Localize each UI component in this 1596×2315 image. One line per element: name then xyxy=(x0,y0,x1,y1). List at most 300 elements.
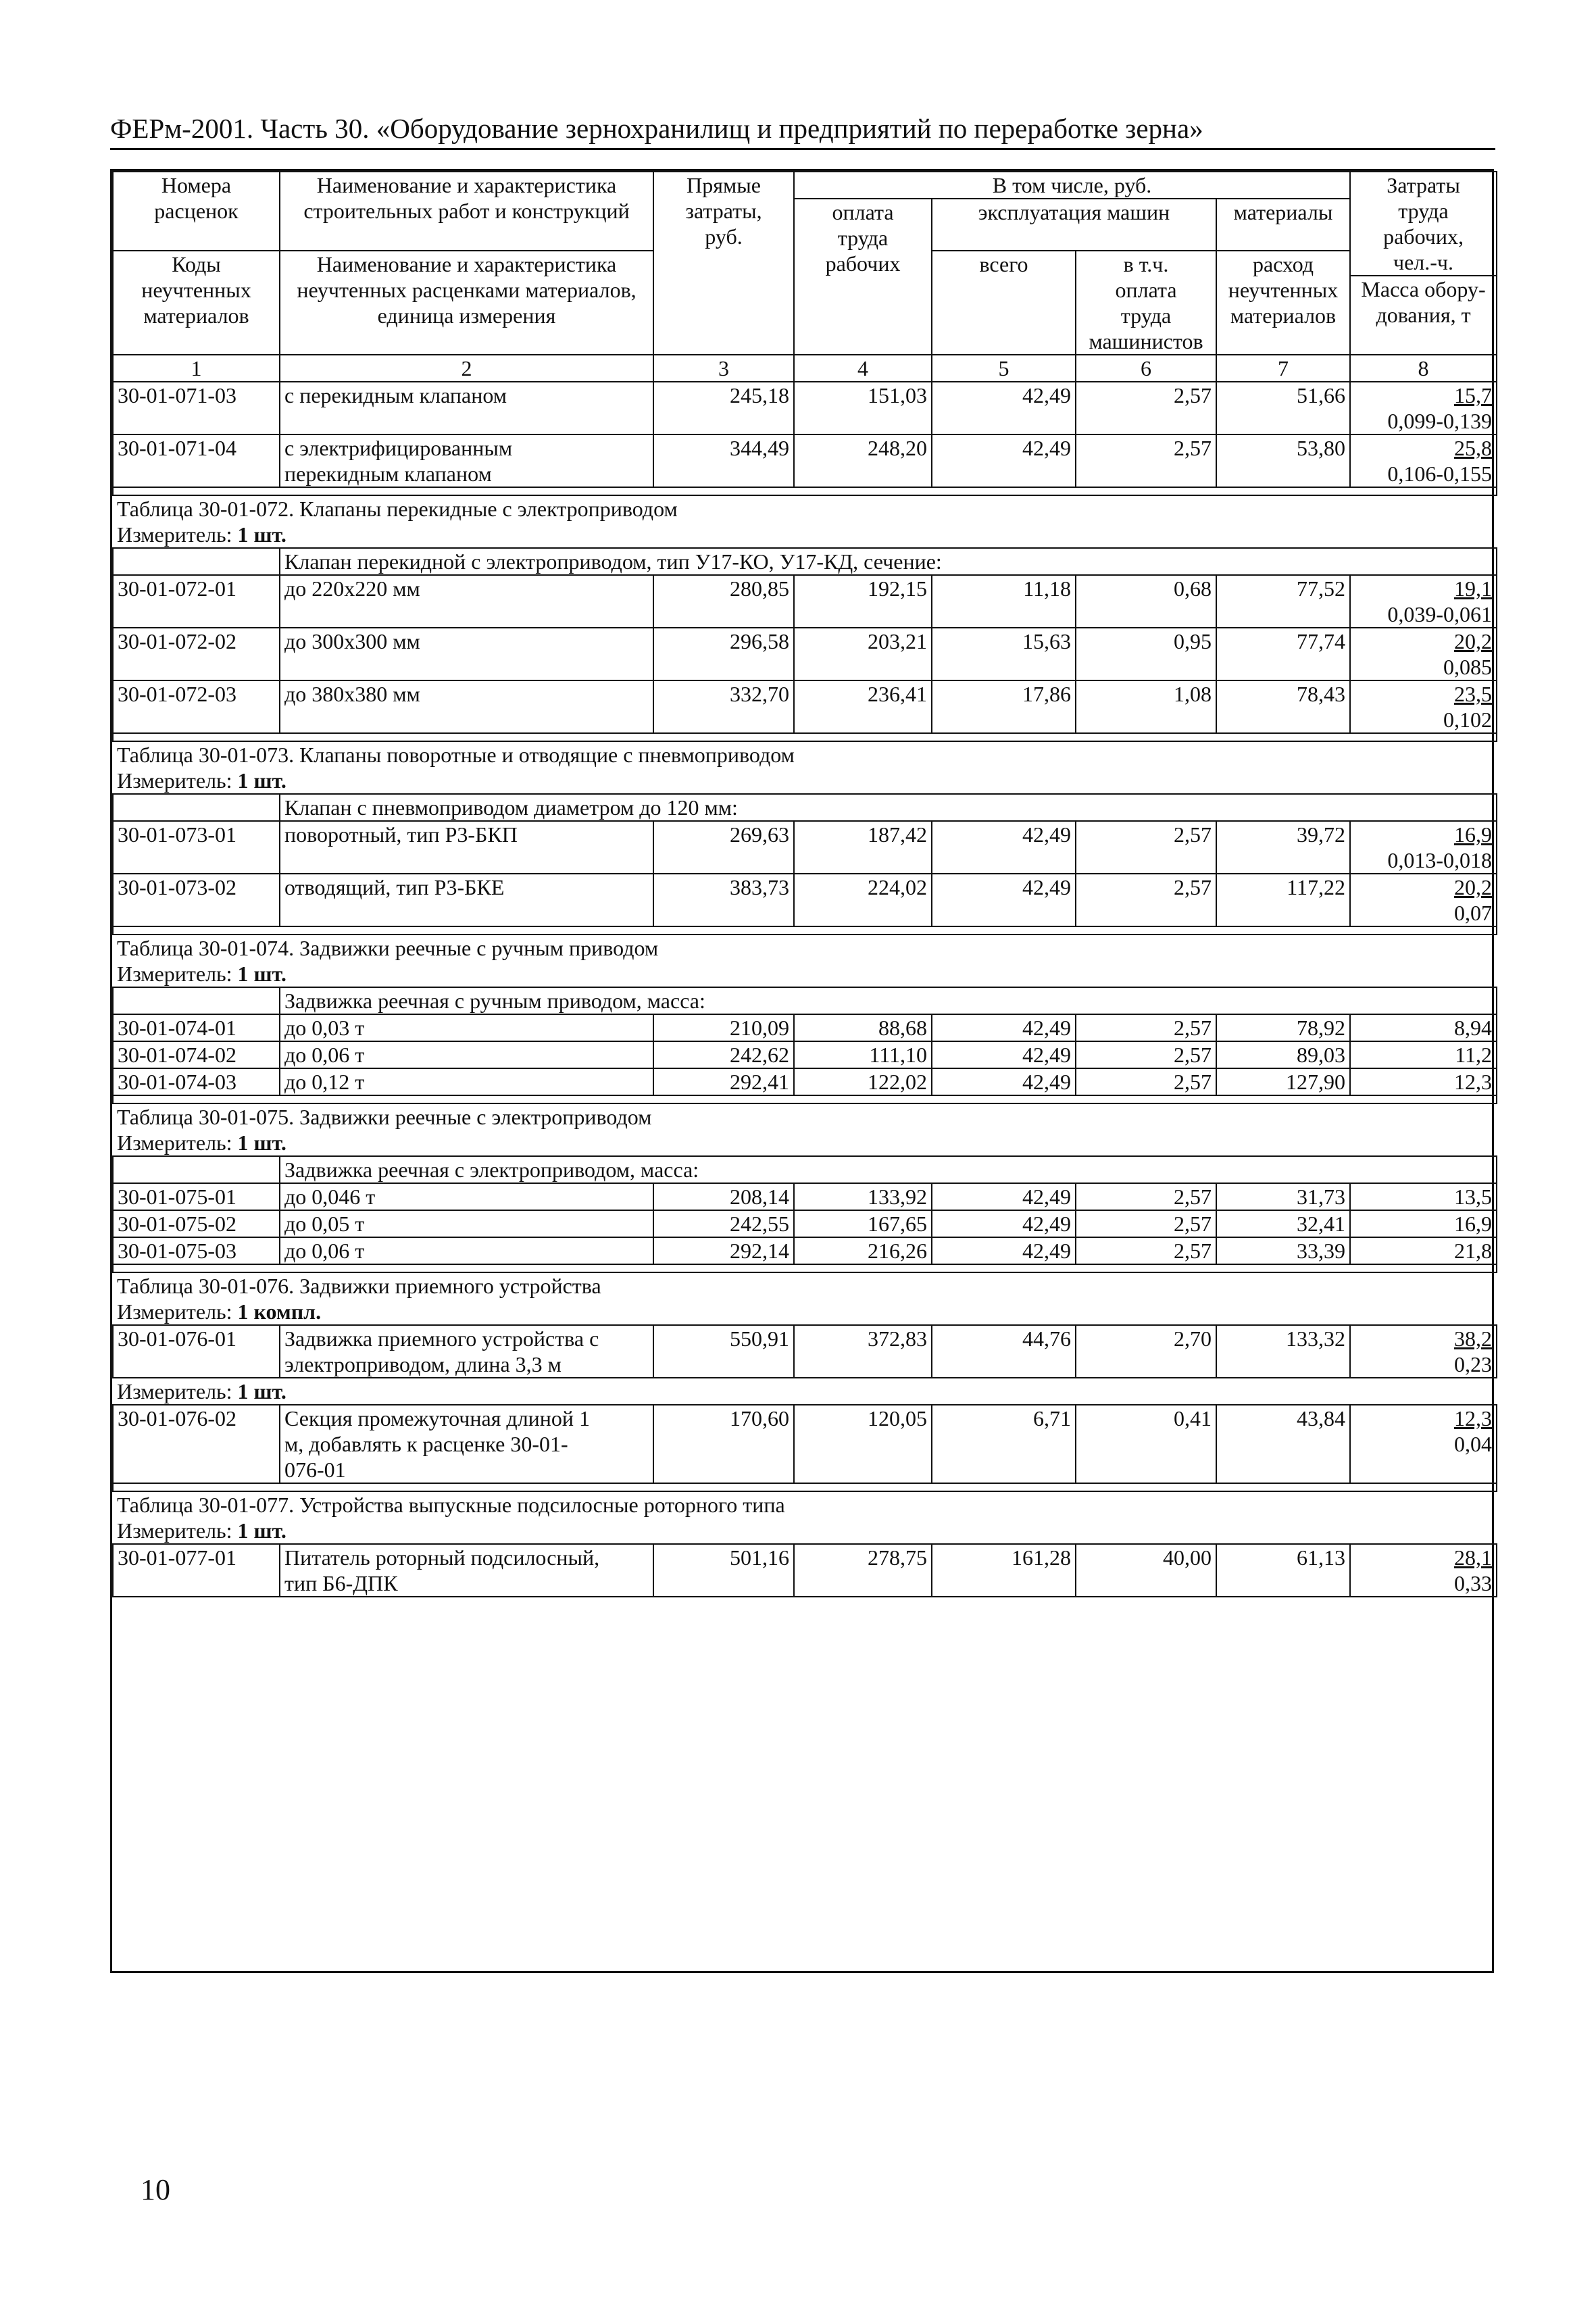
column-number: 5 xyxy=(932,355,1076,382)
equipment-mass: 0,04 xyxy=(1454,1432,1493,1456)
operators-wages: 2,57 xyxy=(1076,1041,1216,1068)
machines-total: 17,86 xyxy=(932,680,1076,733)
machines-total: 42,49 xyxy=(932,434,1076,487)
labor-hours-mass xyxy=(1350,1068,1497,1095)
operators-wages: 2,57 xyxy=(1076,874,1216,926)
col4-header-line: труда xyxy=(837,226,889,250)
direct-cost: 242,55 xyxy=(653,1210,794,1237)
materials-cost: 127,90 xyxy=(1216,1068,1350,1095)
rate-name-line: до 220х220 мм xyxy=(284,576,420,601)
equipment-mass: 0,07 xyxy=(1454,901,1493,925)
table-gap-cell xyxy=(113,1264,1497,1272)
rate-row xyxy=(113,1237,1497,1264)
rate-name xyxy=(280,1405,653,1483)
table-gap xyxy=(113,1095,1497,1103)
labor-hours-mass xyxy=(1350,1183,1497,1210)
equipment-mass: 0,013-0,018 xyxy=(1387,848,1493,872)
rate-name xyxy=(280,1183,653,1210)
meter-row xyxy=(113,961,1497,987)
table-caption: Таблица 30-01-075. Задвижки реечные с электроприводом xyxy=(117,1105,652,1129)
rate-code: 30-01-075-01 xyxy=(113,1183,280,1210)
col1-header-top xyxy=(113,172,280,251)
operators-wages: 2,57 xyxy=(1076,1210,1216,1237)
col8-header-line: Масса обору- xyxy=(1361,277,1486,301)
equipment-mass: 0,102 xyxy=(1443,707,1493,732)
rate-name xyxy=(280,434,653,487)
machines-total: 42,49 xyxy=(932,1041,1076,1068)
labor-wages: 88,68 xyxy=(794,1014,932,1041)
operators-wages: 0,95 xyxy=(1076,628,1216,680)
rate-code: 30-01-076-02 xyxy=(113,1405,280,1483)
labor-hours: 16,9 xyxy=(1454,1212,1493,1236)
direct-cost: 501,16 xyxy=(653,1544,794,1597)
rate-code: 30-01-071-04 xyxy=(113,434,280,487)
labor-wages: 224,02 xyxy=(794,874,932,926)
rate-code: 30-01-074-01 xyxy=(113,1014,280,1041)
subheader-blank xyxy=(113,548,280,575)
labor-hours-mass xyxy=(1350,575,1497,628)
col8-header-line: Затраты xyxy=(1387,173,1460,197)
direct-cost: 383,73 xyxy=(653,874,794,926)
rate-row xyxy=(113,1544,1497,1597)
col1-header-line: расценок xyxy=(154,199,239,223)
machines-total: 6,71 xyxy=(932,1405,1076,1483)
direct-cost: 292,41 xyxy=(653,1068,794,1095)
rate-name-line: Питатель роторный подсилосный, xyxy=(284,1545,600,1570)
equipment-mass: 0,106-0,155 xyxy=(1387,462,1493,486)
table-caption: Таблица 30-01-074. Задвижки реечные с ручным приводом xyxy=(117,936,659,960)
labor-wages: 216,26 xyxy=(794,1237,932,1264)
machines-total: 42,49 xyxy=(932,1237,1076,1264)
table-gap-cell xyxy=(113,487,1497,495)
machines-total: 42,49 xyxy=(932,1183,1076,1210)
labor-hours: 28,1 xyxy=(1454,1545,1493,1570)
rate-name-line: до 0,03 т xyxy=(284,1016,365,1040)
rate-name-line: до 0,05 т xyxy=(284,1212,365,1236)
materials-cost: 61,13 xyxy=(1216,1544,1350,1597)
running-header xyxy=(110,111,1495,150)
operators-wages: 2,57 xyxy=(1076,382,1216,434)
table-caption-row xyxy=(113,1491,1497,1518)
table-gap-cell xyxy=(113,1095,1497,1103)
rate-name-line: электроприводом, длина 3,3 м xyxy=(284,1352,562,1376)
table-caption-row xyxy=(113,935,1497,961)
labor-hours: 15,7 xyxy=(1454,383,1493,407)
rate-name xyxy=(280,680,653,733)
col6-header-line: оплата xyxy=(1115,278,1177,302)
column-numbers-row xyxy=(113,355,1497,382)
machines-total: 42,49 xyxy=(932,1014,1076,1041)
direct-cost: 245,18 xyxy=(653,382,794,434)
labor-hours: 38,2 xyxy=(1454,1326,1493,1351)
col4-header xyxy=(794,199,932,355)
operators-wages: 2,57 xyxy=(1076,434,1216,487)
rate-code: 30-01-074-02 xyxy=(113,1041,280,1068)
labor-wages: 187,42 xyxy=(794,821,932,874)
meter-value: 1 шт. xyxy=(237,522,286,547)
rate-name-line: поворотный, тип Р3-БКП xyxy=(284,822,518,847)
rate-row xyxy=(113,1405,1497,1483)
col6-header-line: в т.ч. xyxy=(1123,252,1169,276)
rate-row xyxy=(113,1183,1497,1210)
equipment-mass: 0,33 xyxy=(1454,1571,1493,1595)
col3-header-line: руб. xyxy=(705,224,743,249)
materials-cost: 31,73 xyxy=(1216,1183,1350,1210)
direct-cost: 296,58 xyxy=(653,628,794,680)
labor-hours-mass xyxy=(1350,1544,1497,1597)
meter xyxy=(113,961,1497,987)
labor-wages: 167,65 xyxy=(794,1210,932,1237)
materials-cost: 43,84 xyxy=(1216,1405,1350,1483)
rate-code: 30-01-074-03 xyxy=(113,1068,280,1095)
col7-header-line: неучтенных xyxy=(1228,278,1339,302)
col7-header xyxy=(1216,251,1350,355)
rate-row xyxy=(113,1210,1497,1237)
labor-hours: 25,8 xyxy=(1454,436,1493,460)
labor-hours-mass xyxy=(1350,1041,1497,1068)
labor-wages: 236,41 xyxy=(794,680,932,733)
col1-header-line: Номера xyxy=(161,173,232,197)
labor-hours-mass xyxy=(1350,1210,1497,1237)
col2-header-line: Наименование и характеристика xyxy=(316,252,617,276)
col8-header-top xyxy=(1350,172,1497,276)
meter-label: Измеритель: xyxy=(117,1130,232,1155)
rate-row xyxy=(113,575,1497,628)
rate-name-line: тип Б6-ДПК xyxy=(284,1571,398,1595)
equipment-mass: 0,099-0,139 xyxy=(1387,409,1493,433)
rate-name-line: до 300х300 мм xyxy=(284,629,420,653)
col1-header-line: Коды xyxy=(172,252,221,276)
page-number: 10 xyxy=(141,2173,170,2206)
machines-total: 42,49 xyxy=(932,874,1076,926)
rate-name-line: до 380х380 мм xyxy=(284,682,420,706)
rate-name xyxy=(280,382,653,434)
labor-wages: 192,15 xyxy=(794,575,932,628)
rate-code: 30-01-072-03 xyxy=(113,680,280,733)
column-number: 7 xyxy=(1216,355,1350,382)
meter-label: Измеритель: xyxy=(117,522,232,547)
labor-hours: 12,3 xyxy=(1454,1070,1493,1094)
labor-wages: 151,03 xyxy=(794,382,932,434)
meter-label: Измеритель: xyxy=(117,1379,232,1403)
operators-wages: 2,57 xyxy=(1076,1237,1216,1264)
table-gap xyxy=(113,1264,1497,1272)
col1-header-bottom xyxy=(113,251,280,355)
labor-hours: 16,9 xyxy=(1454,822,1493,847)
rate-name xyxy=(280,1544,653,1597)
rate-name xyxy=(280,628,653,680)
operators-wages: 0,68 xyxy=(1076,575,1216,628)
labor-wages: 248,20 xyxy=(794,434,932,487)
direct-cost: 344,49 xyxy=(653,434,794,487)
col2-header-top xyxy=(280,172,653,251)
rate-row xyxy=(113,1325,1497,1378)
operators-wages: 2,70 xyxy=(1076,1325,1216,1378)
direct-cost: 292,14 xyxy=(653,1237,794,1264)
rate-row xyxy=(113,434,1497,487)
meter-row xyxy=(113,1130,1497,1156)
subheader-blank xyxy=(113,987,280,1014)
column-number: 2 xyxy=(280,355,653,382)
labor-hours-mass xyxy=(1350,434,1497,487)
rate-row xyxy=(113,680,1497,733)
rate-name-line: перекидным клапаном xyxy=(284,462,492,486)
col6-header-line: труда xyxy=(1120,303,1172,328)
col8-header-line: рабочих, xyxy=(1383,224,1464,249)
operators-wages: 2,57 xyxy=(1076,1183,1216,1210)
col2-header-line: единица измерения xyxy=(377,303,556,328)
direct-cost: 269,63 xyxy=(653,821,794,874)
rate-code: 30-01-073-01 xyxy=(113,821,280,874)
col1-header-line: материалов xyxy=(143,303,249,328)
rates-table-body xyxy=(113,172,1497,1597)
labor-hours: 19,1 xyxy=(1454,576,1493,601)
machines-total: 42,49 xyxy=(932,1210,1076,1237)
labor-wages: 133,92 xyxy=(794,1183,932,1210)
operators-wages: 2,57 xyxy=(1076,1068,1216,1095)
col6-header xyxy=(1076,251,1216,355)
group-header: В том числе, руб. xyxy=(794,172,1350,199)
table-caption: Таблица 30-01-073. Клапаны поворотные и отводящие с пневмоприводом xyxy=(117,743,795,767)
materials-cost: 53,80 xyxy=(1216,434,1350,487)
rate-name-line: до 0,12 т xyxy=(284,1070,365,1094)
rate-name xyxy=(280,575,653,628)
meter-value: 1 шт. xyxy=(237,1379,286,1403)
machines-total: 42,49 xyxy=(932,1068,1076,1095)
column-number: 6 xyxy=(1076,355,1216,382)
meter-row xyxy=(113,1299,1497,1325)
meter-row xyxy=(113,1378,1497,1405)
labor-wages: 122,02 xyxy=(794,1068,932,1095)
table-gap-cell xyxy=(113,926,1497,935)
materials-cost: 78,92 xyxy=(1216,1014,1350,1041)
materials-cost: 32,41 xyxy=(1216,1210,1350,1237)
direct-cost: 280,85 xyxy=(653,575,794,628)
rate-name-line: до 0,046 т xyxy=(284,1185,376,1209)
table-subheader: Задвижка реечная с электроприводом, масса: xyxy=(280,1156,1497,1183)
rates-table xyxy=(112,171,1497,1597)
rate-name xyxy=(280,1068,653,1095)
meter-row xyxy=(113,1518,1497,1544)
labor-hours-mass xyxy=(1350,1014,1497,1041)
meter-label: Измеритель: xyxy=(117,768,232,793)
meter-value: 1 шт. xyxy=(237,1130,286,1155)
col4-header-line: рабочих xyxy=(825,251,901,276)
rate-name xyxy=(280,1014,653,1041)
labor-hours: 13,5 xyxy=(1454,1185,1493,1209)
table-caption-row xyxy=(113,1272,1497,1299)
col6-header-line: машинистов xyxy=(1089,329,1203,353)
subheader-row xyxy=(113,1156,1497,1183)
rate-row xyxy=(113,874,1497,926)
labor-hours-mass xyxy=(1350,874,1497,926)
table-subheader: Задвижка реечная с ручным приводом, масса: xyxy=(280,987,1497,1014)
materials-cost: 33,39 xyxy=(1216,1237,1350,1264)
rate-name-line: отводящий, тип Р3-БКЕ xyxy=(284,875,505,899)
table-gap-cell xyxy=(113,733,1497,741)
table-gap xyxy=(113,733,1497,741)
meter-value: 1 шт. xyxy=(237,768,286,793)
rate-name-line: Секция промежуточная длиной 1 xyxy=(284,1406,591,1430)
operators-wages: 2,57 xyxy=(1076,821,1216,874)
meter-row xyxy=(113,522,1497,548)
meter xyxy=(113,1299,1497,1325)
col8-header-line: труда xyxy=(1398,199,1449,223)
subheader-blank xyxy=(113,794,280,821)
table-subheader: Клапан перекидной с электроприводом, тип У17-КО, У17-КД, сечение: xyxy=(280,548,1497,575)
rate-name xyxy=(280,874,653,926)
rate-name xyxy=(280,1325,653,1378)
labor-hours: 20,2 xyxy=(1454,629,1493,653)
table-caption-row xyxy=(113,1103,1497,1130)
machines-total: 11,18 xyxy=(932,575,1076,628)
header-row-1 xyxy=(113,172,1497,199)
col3-header-line: затраты, xyxy=(685,199,762,223)
col8-header-line: чел.-ч. xyxy=(1393,250,1454,274)
meter-label: Измеритель: xyxy=(117,1518,232,1543)
col8-header-line: дования, т xyxy=(1376,303,1471,327)
meter xyxy=(113,1378,1497,1405)
rate-name-line: до 0,06 т xyxy=(284,1043,365,1067)
column-number: 1 xyxy=(113,355,280,382)
meter-value: 1 шт. xyxy=(237,1518,286,1543)
operators-wages: 0,41 xyxy=(1076,1405,1216,1483)
rates-frame xyxy=(110,169,1494,1973)
table-gap xyxy=(113,926,1497,935)
labor-hours-mass xyxy=(1350,821,1497,874)
labor-wages: 278,75 xyxy=(794,1544,932,1597)
meter-value: 1 компл. xyxy=(237,1299,322,1324)
table-caption-row xyxy=(113,741,1497,768)
operators-wages: 40,00 xyxy=(1076,1544,1216,1597)
col7-header-line: расход xyxy=(1252,252,1314,276)
machines-total: 161,28 xyxy=(932,1544,1076,1597)
rate-name xyxy=(280,1237,653,1264)
col2-header-line: неучтенных расценками материалов, xyxy=(297,278,637,302)
operators-wages: 2,57 xyxy=(1076,1014,1216,1041)
labor-wages: 111,10 xyxy=(794,1041,932,1068)
labor-hours: 21,8 xyxy=(1454,1239,1493,1263)
subheader-blank xyxy=(113,1156,280,1183)
direct-cost: 208,14 xyxy=(653,1183,794,1210)
machines-total: 15,63 xyxy=(932,628,1076,680)
labor-hours-mass xyxy=(1350,1325,1497,1378)
col3-header xyxy=(653,172,794,355)
meter xyxy=(113,1130,1497,1156)
table-caption: Таблица 30-01-076. Задвижки приемного устройства xyxy=(117,1274,601,1298)
table-gap-cell xyxy=(113,1483,1497,1491)
column-number: 4 xyxy=(794,355,932,382)
labor-wages: 203,21 xyxy=(794,628,932,680)
equipment-mass: 0,039-0,061 xyxy=(1387,602,1493,626)
meter xyxy=(113,1518,1497,1544)
materials-header: материалы xyxy=(1216,199,1350,251)
materials-cost: 89,03 xyxy=(1216,1041,1350,1068)
table-caption-row xyxy=(113,495,1497,522)
subheader-row xyxy=(113,548,1497,575)
table-gap xyxy=(113,1483,1497,1491)
machines-total: 42,49 xyxy=(932,382,1076,434)
meter xyxy=(113,768,1497,794)
labor-hours: 20,2 xyxy=(1454,875,1493,899)
direct-cost: 210,09 xyxy=(653,1014,794,1041)
subheader-row xyxy=(113,794,1497,821)
col4-header-line: оплата xyxy=(832,200,894,224)
meter-row xyxy=(113,768,1497,794)
rate-row xyxy=(113,382,1497,434)
equipment-mass: 0,085 xyxy=(1443,655,1493,679)
col1-header-line: неучтенных xyxy=(141,278,251,302)
column-number: 8 xyxy=(1350,355,1497,382)
rate-name-line: м, добавлять к расценке 30-01- xyxy=(284,1432,568,1456)
table-gap xyxy=(113,487,1497,495)
materials-cost: 117,22 xyxy=(1216,874,1350,926)
labor-hours: 23,5 xyxy=(1454,682,1493,706)
operators-wages: 1,08 xyxy=(1076,680,1216,733)
subheader-row xyxy=(113,987,1497,1014)
materials-cost: 51,66 xyxy=(1216,382,1350,434)
meter xyxy=(113,522,1497,548)
rate-row xyxy=(113,1041,1497,1068)
column-number: 3 xyxy=(653,355,794,382)
rate-code: 30-01-072-01 xyxy=(113,575,280,628)
table-caption: Таблица 30-01-077. Устройства выпускные подсилосные роторного типа xyxy=(117,1493,785,1517)
labor-hours: 12,3 xyxy=(1454,1406,1493,1430)
direct-cost: 170,60 xyxy=(653,1405,794,1483)
rate-code: 30-01-073-02 xyxy=(113,874,280,926)
labor-hours-mass xyxy=(1350,680,1497,733)
col7-header-line: материалов xyxy=(1230,303,1337,328)
col3-header-line: Прямые xyxy=(687,173,761,197)
rate-code: 30-01-071-03 xyxy=(113,382,280,434)
table-caption: Таблица 30-01-072. Клапаны перекидные с электроприводом xyxy=(117,497,678,521)
meter-label: Измеритель: xyxy=(117,962,232,986)
exploitation-header: эксплуатация машин xyxy=(932,199,1216,251)
labor-hours: 11,2 xyxy=(1455,1043,1493,1067)
meter-label: Измеритель: xyxy=(117,1299,232,1324)
rate-name-line: Задвижка приемного устройства с xyxy=(284,1326,599,1351)
machines-total: 42,49 xyxy=(932,821,1076,874)
direct-cost: 550,91 xyxy=(653,1325,794,1378)
direct-cost: 332,70 xyxy=(653,680,794,733)
machines-total: 44,76 xyxy=(932,1325,1076,1378)
rate-row xyxy=(113,628,1497,680)
rate-code: 30-01-075-02 xyxy=(113,1210,280,1237)
labor-hours: 8,94 xyxy=(1454,1016,1493,1040)
rate-row xyxy=(113,1014,1497,1041)
rate-name xyxy=(280,1210,653,1237)
materials-cost: 133,32 xyxy=(1216,1325,1350,1378)
col5-header: всего xyxy=(932,251,1076,355)
labor-hours-mass xyxy=(1350,1237,1497,1264)
col2-header-bottom xyxy=(280,251,653,355)
rate-code: 30-01-075-03 xyxy=(113,1237,280,1264)
rate-row xyxy=(113,1068,1497,1095)
rate-name xyxy=(280,821,653,874)
labor-wages: 372,83 xyxy=(794,1325,932,1378)
labor-hours-mass xyxy=(1350,1405,1497,1483)
rate-name xyxy=(280,1041,653,1068)
direct-cost: 242,62 xyxy=(653,1041,794,1068)
labor-hours-mass xyxy=(1350,628,1497,680)
materials-cost: 78,43 xyxy=(1216,680,1350,733)
header-title: ФЕРм-2001. Часть 30. «Оборудование зернохранилищ и предприятий по переработке зерна» xyxy=(110,113,1203,144)
materials-cost: 77,52 xyxy=(1216,575,1350,628)
col2-header-line: Наименование и характеристика xyxy=(316,173,617,197)
col2-header-line: строительных работ и конструкций xyxy=(303,199,630,223)
rate-code: 30-01-077-01 xyxy=(113,1544,280,1597)
rate-row xyxy=(113,821,1497,874)
